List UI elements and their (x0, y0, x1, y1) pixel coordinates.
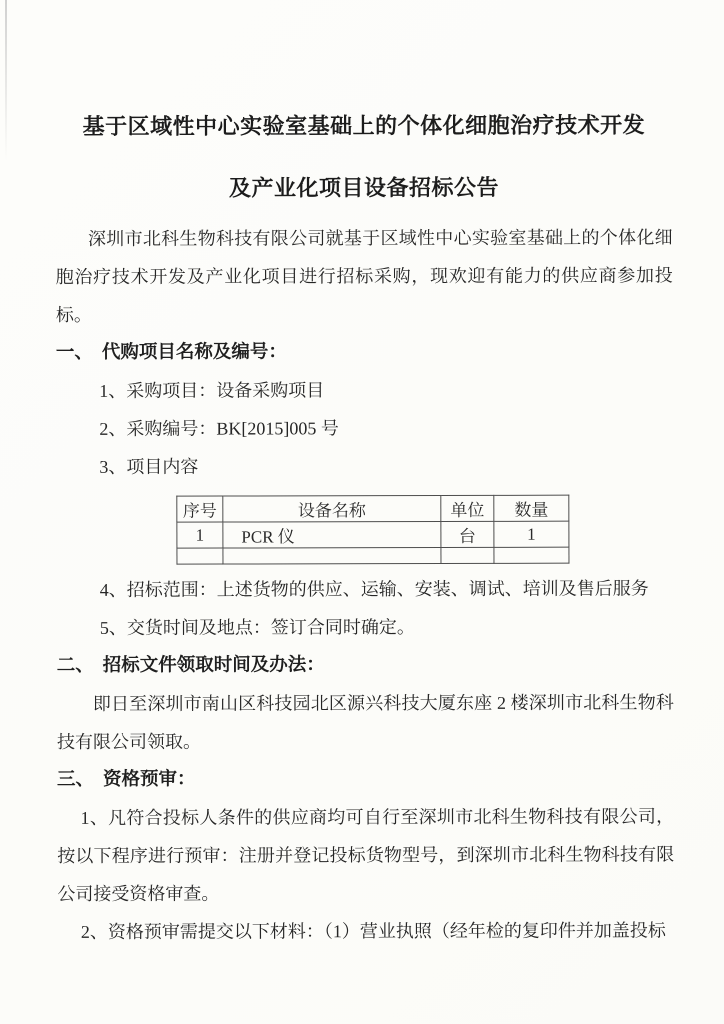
cell-name: PCR 仪 (223, 521, 441, 548)
document-title-line-1: 基于区域性中心实验室基础上的个体化细胞治疗技术开发 (82, 112, 646, 139)
section-3-item-prequalification-procedure: 1、凡符合投标人条件的供应商均可自行至深圳市北科生物科技有限公司，按以下程序进行预审：注册并登记投标货物型号，到深圳市北科生物科技有限公司接受资格审查。 (57, 806, 675, 904)
document-title (55, 0, 673, 220)
cell-qty: 1 (494, 521, 569, 547)
cell-unit: 台 (441, 521, 494, 547)
section-2-body: 即日至深圳市南山区科技园北区源兴科技大厦东座 2 楼深圳市北科生物科技有限公司领取。 (56, 692, 674, 752)
section-3-number: 三、 (57, 769, 95, 790)
col-header-qty: 数量 (494, 495, 569, 521)
table-row-empty (177, 547, 569, 564)
col-header-unit: 单位 (441, 495, 494, 521)
section-3-title: 资格预审： (103, 769, 196, 790)
document-content (55, 0, 674, 951)
col-header-name: 设备名称 (223, 495, 441, 522)
cell-name (223, 547, 441, 564)
section-1-item-procurement-number: 2、采购编号：BK[2015]005 号 (99, 418, 339, 439)
cell-qty (494, 547, 569, 563)
equipment-table-header-row (177, 495, 569, 522)
scan-edge-artifact (5, 0, 7, 160)
cell-seq (177, 548, 223, 564)
section-1-item-project-content: 3、项目内容 (99, 456, 199, 477)
section-1-number: 一、 (55, 342, 93, 363)
table-row (177, 521, 569, 548)
section-2-number: 二、 (56, 655, 94, 676)
col-header-seq: 序号 (177, 496, 223, 522)
section-3-item-required-materials: 2、资格预审需提交以下材料：（1）营业执照（经年检的复印件并加盖投标 (80, 920, 666, 942)
intro-paragraph: 深圳市北科生物科技有限公司就基于区域性中心实验室基础上的个体化细胞治疗技术开发及产业化项目进行招标采购，现欢迎有能力的供应商参加投标。 (55, 227, 673, 325)
cell-unit (441, 547, 494, 563)
section-1-item-delivery: 5、交货时间及地点：签订合同时确定。 (99, 617, 415, 638)
equipment-table (176, 495, 569, 565)
section-1-item-procurement-project: 1、采购项目：设备采购项目 (99, 380, 325, 401)
section-3-heading (57, 759, 674, 799)
document-title-line-2: 及产业化项目设备招标公告 (228, 174, 500, 201)
section-1-title: 代购项目名称及编号： (101, 342, 287, 363)
cell-seq: 1 (177, 522, 223, 548)
section-2-heading (57, 645, 674, 685)
section-1-item-tender-scope: 4、招标范围：上述货物的供应、运输、安装、调试、培训及售后服务 (99, 578, 649, 600)
section-2-title: 招标文件领取时间及办法： (102, 655, 325, 676)
section-1-heading (56, 332, 673, 372)
